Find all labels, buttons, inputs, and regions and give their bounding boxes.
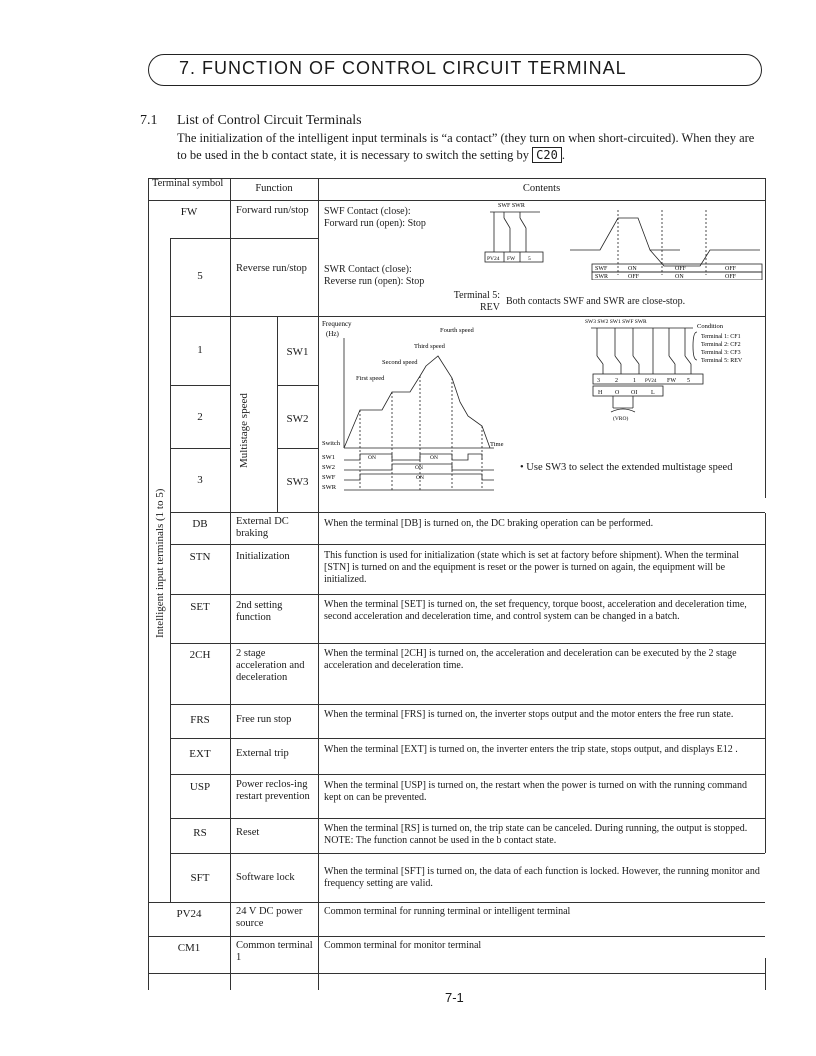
ms-first-speed: First speed: [356, 375, 385, 382]
contents-2ch: When the terminal [2CH] is turned on, the acceleration and deceleration can be executed by the 2 stage acceleration and deceleration time.: [324, 648, 737, 671]
ms-sw2-label: SW2: [322, 464, 335, 471]
ms-cond-1: Terminal 1: CF1: [701, 334, 741, 340]
ms-term-pv24: PV24: [645, 379, 657, 384]
ms-sw3-note: • Use SW3 to select the extended multistage speed: [520, 462, 733, 473]
ms-swr-label: SWR: [322, 484, 337, 491]
section-title: List of Control Circuit Terminals: [177, 113, 362, 128]
row-line-sft: [148, 902, 765, 903]
row-line-3: [170, 512, 765, 513]
symbol-db: DB: [192, 518, 208, 530]
ms-vro-label: (VRO): [613, 416, 629, 422]
ms-hz-label: (Hz): [326, 330, 339, 338]
section-intro: [177, 130, 762, 164]
function-cm1: Common terminal 1: [236, 940, 313, 963]
symbol-rs: RS: [193, 827, 207, 839]
function-fw: Forward run/stop: [236, 205, 309, 216]
symbol-stn: STN: [189, 551, 211, 563]
function-pv24: 24 V DC power source: [236, 906, 303, 929]
contents-pv24: Common terminal for running terminal or intelligent terminal: [324, 906, 571, 917]
ms-second-speed: Second speed: [382, 359, 418, 366]
row-line-fw: [170, 238, 318, 239]
ms-switch-label: Switch: [322, 440, 341, 447]
contents-5: SWR Contact (close): Reverse run (open): Stop: [324, 264, 425, 287]
ms-sw1-on-1: ON: [368, 455, 376, 461]
function-db: External DC braking: [236, 516, 289, 539]
intro-text: The initialization of the intelligent input terminals is “a contact” (they turn on when short-circuited). When they are to be used in the b contact state, it is necessary to switch the setting by: [177, 131, 755, 162]
fw-rev-wiring-diagram: [480, 200, 770, 280]
ms-cond-2: Terminal 2: CF2: [701, 342, 741, 348]
fw-sw-labels: SWF SWR: [498, 203, 525, 209]
fw-swr-row: SWR: [595, 274, 609, 280]
sw-label-1: SW1: [286, 346, 309, 358]
sw-label-2: SW2: [286, 413, 309, 425]
row-line-frs: [170, 738, 765, 739]
fw-term-pv24: PV24: [487, 256, 500, 262]
function-stn: Initialization: [236, 551, 290, 562]
contents-usp: When the terminal [USP] is turned on, the restart when the power is turned on with the running command kept on can be prevented.: [324, 780, 747, 803]
row-line-2: [170, 448, 231, 449]
row-line-usp: [170, 818, 765, 819]
function-rs: Reset: [236, 827, 260, 838]
multistage-speed-timing-diagram: [322, 318, 522, 508]
row-line-db: [170, 544, 765, 545]
fw-swr-off2: OFF: [725, 274, 737, 280]
ms-condition: Condition: [697, 323, 724, 330]
function-frs: Free run stop: [236, 714, 292, 725]
row-line-rs: [170, 853, 765, 854]
contents-column-line: [318, 178, 319, 990]
contents-stn: This function is used for initialization (state which is set at factory before shipment). When the terminal [STN] is turned on and the equipment is reset or the power is turned on again, the equipment will be initialized.: [324, 550, 739, 585]
function-column-line: [230, 178, 231, 990]
ms-term-fw: FW: [667, 378, 676, 384]
function-usp: Power reclos-ing restart prevention: [236, 779, 310, 802]
function-5: Reverse run/stop: [236, 263, 307, 274]
ms-term-h: H: [598, 390, 603, 396]
ms-term-l: L: [651, 390, 655, 396]
page-number: 7-1: [445, 990, 464, 1005]
fw-swr-on: ON: [675, 274, 684, 280]
function-code-box: C20: [532, 147, 562, 163]
ms-third-speed: Third speed: [414, 343, 445, 350]
ms-sw2-on: ON: [415, 465, 423, 471]
symbol-2: 2: [197, 411, 203, 423]
function-sft: Software lock: [236, 872, 295, 883]
function-ext: External trip: [236, 748, 289, 759]
ms-term-3: 3: [597, 378, 600, 384]
header-function: Function: [255, 183, 293, 194]
contents-frs: When the terminal [FRS] is turned on, the inverter stops output and the motor enters the free run state.: [324, 709, 734, 720]
symbol-pv24: PV24: [176, 908, 202, 920]
ms-swf-label: SWF: [322, 474, 336, 481]
chapter-title: 7. FUNCTION OF CONTROL CIRCUIT TERMINAL: [179, 58, 627, 78]
contents-ext: When the terminal [EXT] is turned on, the inverter enters the trip state, stops output, and displays E12 .: [324, 744, 738, 755]
ms-cond-3: Terminal 3: CF3: [701, 350, 741, 356]
header-terminal-symbol: Terminal symbol: [152, 178, 224, 189]
row-line-2b: [277, 448, 318, 449]
ms-frequency-label: Frequency: [322, 320, 352, 328]
table-left-border: [148, 178, 149, 990]
contents-cm1: Common terminal for monitor terminal: [324, 940, 482, 951]
fw-term-5: 5: [528, 256, 531, 262]
ms-sw1-on-2: ON: [430, 455, 438, 461]
ms-sw1-label: SW1: [322, 454, 335, 461]
fw-swr-off: OFF: [628, 274, 640, 280]
fw-swf-off: OFF: [675, 266, 687, 272]
ms-term-o: O: [615, 390, 620, 396]
ms-term-1: 1: [633, 378, 636, 384]
row-line-pv24: [148, 936, 765, 937]
header-contents: Contents: [522, 183, 561, 194]
table-right-border-2: [765, 513, 766, 853]
ms-swf-on: ON: [416, 475, 424, 481]
symbol-3: 3: [197, 474, 203, 486]
contents-fw: SWF Contact (close): Forward run (open): Stop: [324, 206, 426, 229]
symbol-fw: FW: [180, 206, 198, 218]
multistage-wiring-diagram: [585, 316, 765, 426]
ms-term-5: 5: [687, 378, 690, 384]
symbol-usp: USP: [189, 781, 211, 793]
ms-term-oi: OI: [631, 390, 638, 396]
table-top-border: [148, 178, 765, 179]
ms-term-2: 2: [615, 378, 618, 384]
terminal5-note: Both contacts SWF and SWR are close-stop.: [506, 296, 686, 307]
terminal-table: [148, 178, 766, 990]
row-line-1: [170, 385, 231, 386]
fw-term-fw: FW: [507, 256, 516, 262]
function-set: 2nd setting function: [236, 600, 283, 623]
contents-sft: When the terminal [SFT] is turned on, the data of each function is locked. However, the running monitor and frequency setting are valid.: [324, 866, 760, 889]
symbol-cm1: CM1: [177, 942, 201, 954]
row-line-stn: [170, 594, 765, 595]
symbol-sft: SFT: [190, 872, 210, 884]
contents-db: When the terminal [DB] is turned on, the DC braking operation can be performed.: [324, 518, 654, 529]
ms-time-label: Time: [490, 441, 504, 448]
row-line-ext: [170, 774, 765, 775]
group-column-line: [170, 238, 171, 902]
contents-rs: When the terminal [RS] is turned on, the trip state can be canceled. During running, the output is stopped. NOTE: The function cannot be used in the b contact state.: [324, 823, 748, 846]
group-label-intelligent: Intelligent input terminals (1 to 5): [154, 488, 166, 638]
section-number: 7.1: [140, 113, 158, 128]
row-line-set: [170, 643, 765, 644]
function-2ch: 2 stage acceleration and deceleration: [236, 648, 305, 683]
contents-set: When the terminal [SET] is turned on, the set frequency, torque boost, acceleration and deceleration time, second acceleration and deceleration time, and control system can be changed in a batch.: [324, 599, 747, 622]
symbol-5: 5: [197, 270, 203, 282]
ms-fourth-speed: Fourth speed: [440, 327, 474, 334]
table-right-border-3: [765, 958, 766, 990]
symbol-1: 1: [197, 344, 203, 356]
ms-sw-labels: SW3 SW2 SW1 SWF SWR: [585, 319, 647, 325]
symbol-set: SET: [190, 601, 210, 613]
symbol-frs: FRS: [190, 714, 210, 726]
multistage-speed-label: Multistage speed: [238, 393, 250, 468]
terminal5-rev-label: Terminal 5: REV: [453, 290, 500, 313]
intro-end: .: [561, 148, 565, 162]
fw-swf-off2: OFF: [725, 266, 737, 272]
sw-label-3: SW3: [286, 476, 309, 488]
chapter-heading-box: [148, 54, 762, 86]
fw-swf-row: SWF: [595, 266, 608, 272]
row-line-2ch: [170, 704, 765, 705]
symbol-2ch: 2CH: [189, 649, 211, 661]
row-line-1b: [277, 385, 318, 386]
ms-cond-4: Terminal 5: REV: [701, 358, 743, 364]
fw-swf-on: ON: [628, 266, 637, 272]
symbol-ext: EXT: [189, 748, 211, 760]
row-line-cm1: [148, 973, 765, 974]
